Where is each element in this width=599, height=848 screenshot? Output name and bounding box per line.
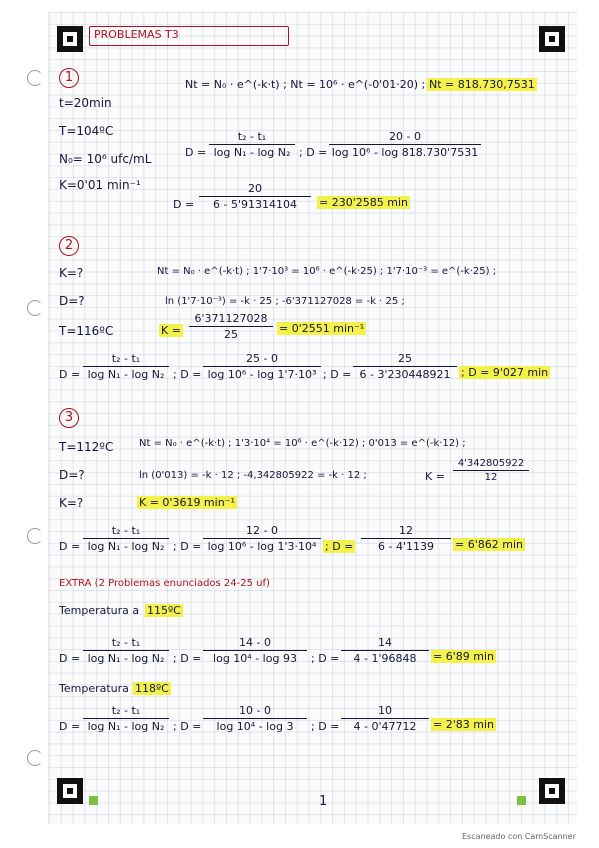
result-highlight: = 0'2551 min⁻¹ <box>279 322 365 335</box>
fraction <box>83 704 169 733</box>
formula-lhs: ; D = <box>311 720 340 733</box>
equation-line: ln (1'7·10⁻³) = -k · 25 ; -6'371127028 = -k · 25 ; <box>165 296 405 307</box>
fraction-denominator: log N₁ - log N₂ <box>83 650 169 665</box>
fraction-numerator: 6'371127028 <box>194 312 268 325</box>
green-dot-right <box>517 796 526 805</box>
formula-lhs: ; D = <box>311 652 340 665</box>
formula-lhs: ; D = <box>323 368 352 381</box>
formula-lhs: ; D = <box>173 720 202 733</box>
temperature-label: Temperatura <box>59 682 129 695</box>
given-value: T=104ºC <box>59 124 114 138</box>
formula-lhs: ; D = <box>173 368 202 381</box>
formula-lhs: D = <box>185 146 207 159</box>
formula-lhs: D = <box>59 720 81 733</box>
given-value: K=? <box>59 266 84 280</box>
fraction-numerator: 14 - 0 <box>239 636 271 649</box>
formula-lhs: D = <box>59 368 81 381</box>
temperature-value: 118ºC <box>135 682 169 695</box>
green-dot-left <box>89 796 98 805</box>
temperature-value: 115ºC <box>147 604 181 617</box>
fraction <box>189 312 273 341</box>
fraction-numerator: 25 <box>398 352 412 365</box>
corner-marker-top-left <box>57 26 83 52</box>
fraction-numerator: 20 - 0 <box>389 130 421 143</box>
result-highlight: = 6'862 min <box>455 538 523 551</box>
formula-lhs: D = <box>59 540 81 553</box>
fraction-denominator: log 10⁴ - log 93 <box>203 650 307 665</box>
binder-hole <box>27 70 43 86</box>
fraction-denominator: 6 - 3'230448921 <box>353 366 457 381</box>
corner-marker-bottom-right <box>539 778 565 804</box>
temperature-label: Temperatura a <box>59 604 140 617</box>
fraction-numerator: 12 <box>399 524 413 537</box>
fraction-numerator: 20 <box>248 182 262 195</box>
given-value: t=20min <box>59 96 112 110</box>
result-highlight: = 2'83 min <box>433 718 494 731</box>
given-value: K=0'01 min⁻¹ <box>59 178 141 192</box>
result-highlight: = 230'2585 min <box>319 196 408 209</box>
given-value: D=? <box>59 468 85 482</box>
fraction-denominator: 4 - 1'96848 <box>341 650 429 665</box>
formula-lhs: ; D = <box>299 146 328 159</box>
fraction-denominator: log 10⁴ - log 3 <box>203 718 307 733</box>
fraction-numerator: t₂ - t₁ <box>237 130 267 143</box>
given-value: K=? <box>59 496 84 510</box>
binder-hole <box>27 528 43 544</box>
formula-lhs: K = <box>425 470 445 483</box>
fraction <box>203 352 321 381</box>
formula-lhs: ; D = <box>325 540 354 553</box>
page-number: 1 <box>319 794 328 809</box>
binder-hole <box>27 300 43 316</box>
formula-lhs: D = <box>173 198 195 211</box>
fraction-numerator: 4'342805922 <box>457 458 525 469</box>
formula-lhs: D = <box>59 652 81 665</box>
page-header: PROBLEMAS T3 <box>89 26 289 46</box>
fraction-denominator: log N₁ - log N₂ <box>83 538 169 553</box>
formula-lhs: ; D = <box>173 652 202 665</box>
notebook-sheet <box>48 12 577 824</box>
result-highlight: K = 0'3619 min⁻¹ <box>139 496 235 509</box>
fraction-denominator: log N₁ - log N₂ <box>209 144 295 159</box>
fraction <box>361 524 451 553</box>
fraction-denominator: log 10⁶ - log 1'7·10³ <box>203 366 321 381</box>
scanner-watermark: Escaneado con CamScanner <box>462 832 576 841</box>
fraction-numerator: 10 - 0 <box>239 704 271 717</box>
fraction-denominator: 4 - 0'47712 <box>341 718 429 733</box>
fraction-denominator: 25 <box>189 326 273 341</box>
fraction <box>83 352 169 381</box>
fraction-numerator: t₂ - t₁ <box>111 352 141 365</box>
given-value: D=? <box>59 294 85 308</box>
problem-number: 1 <box>59 68 79 88</box>
equation-line: Nt = N₀ · e^(-k·t) ; 1'7·10³ = 10⁶ · e^(-k·25) ; 1'7·10⁻³ = e^(-k·25) ; <box>157 266 497 277</box>
fraction <box>83 524 169 553</box>
given-value: N₀= 10⁶ ufc/mL <box>59 152 152 166</box>
equation-line: Nt = N₀ · e^(-k·t) ; 1'3·10⁴ = 10⁶ · e^(-k·12) ; 0'013 = e^(-k·12) ; <box>139 438 466 449</box>
result-highlight: Nt = 818.730,7531 <box>429 78 535 91</box>
fraction-numerator: 12 - 0 <box>246 524 278 537</box>
corner-marker-bottom-left <box>57 778 83 804</box>
fraction-denominator: log 10⁶ - log 1'3·10⁴ <box>203 538 321 553</box>
fraction-numerator: 25 - 0 <box>246 352 278 365</box>
fraction-numerator: 14 <box>378 636 392 649</box>
fraction <box>209 130 295 159</box>
fraction <box>203 704 307 733</box>
k-label: K = <box>161 324 181 337</box>
given-value: T=116ºC <box>59 324 114 338</box>
fraction <box>353 352 457 381</box>
result-highlight: ; D = 9'027 min <box>461 366 549 379</box>
fraction <box>203 636 307 665</box>
corner-marker-top-right <box>539 26 565 52</box>
fraction <box>203 524 321 553</box>
fraction <box>83 636 169 665</box>
fraction-numerator: t₂ - t₁ <box>111 636 141 649</box>
result-highlight: = 6'89 min <box>433 650 494 663</box>
problem-number: 2 <box>59 236 79 256</box>
equation-line: ln (0'013) = -k · 12 ; -4,342805922 = -k · 12 ; <box>139 470 367 481</box>
fraction <box>453 458 529 483</box>
fraction-numerator: t₂ - t₁ <box>111 704 141 717</box>
fraction <box>341 636 429 665</box>
fraction-denominator: 6 - 4'1139 <box>361 538 451 553</box>
fraction-denominator: 12 <box>453 470 529 483</box>
formula-lhs: ; D = <box>173 540 202 553</box>
fraction-numerator: t₂ - t₁ <box>111 524 141 537</box>
problem-number: 3 <box>59 408 79 428</box>
fraction-numerator: 10 <box>378 704 392 717</box>
fraction <box>329 130 481 159</box>
binder-hole <box>27 750 43 766</box>
given-value: T=112ºC <box>59 440 114 454</box>
equation-line: Nt = N₀ · e^(-k·t) ; Nt = 10⁶ · e^(-0'01·20) ; <box>185 78 426 91</box>
fraction-denominator: log N₁ - log N₂ <box>83 718 169 733</box>
fraction <box>199 182 311 211</box>
fraction-denominator: log 10⁶ - log 818.730'7531 <box>329 144 481 159</box>
fraction <box>341 704 429 733</box>
fraction-denominator: 6 - 5'91314104 <box>199 196 311 211</box>
extra-heading: EXTRA (2 Problemas enunciados 24-25 uf) <box>59 578 270 589</box>
fraction-denominator: log N₁ - log N₂ <box>83 366 169 381</box>
